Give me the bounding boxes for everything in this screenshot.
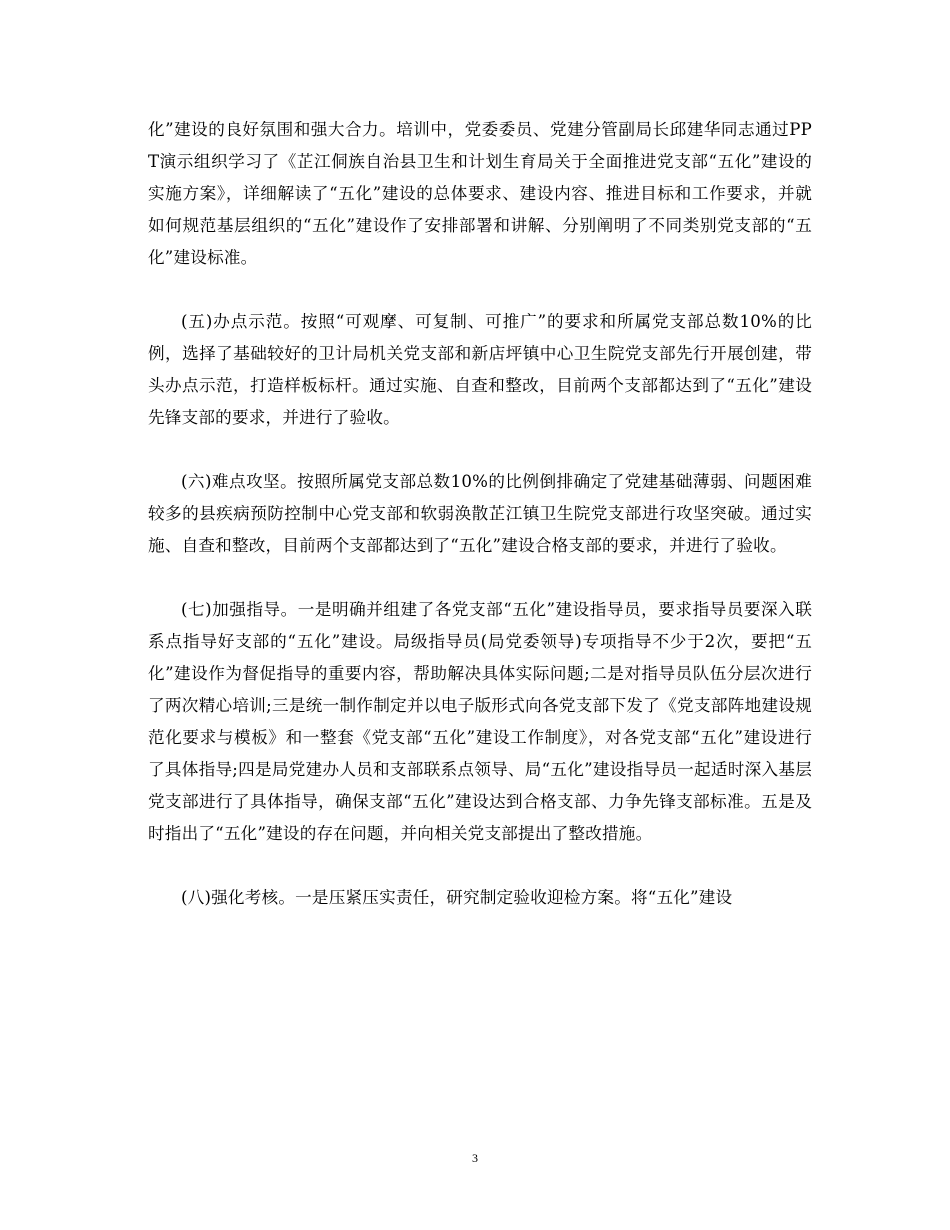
paragraph-section-5: (五)办点示范。按照“可观摩、可复制、可推广”的要求和所属党支部总数10%的比例，选择了基础较好的卫计局机关党支部和新店坪镇中心卫生院党支部先行开展创建，带头办点示范，打造样板标杆。通过实施、自查和整改，目前两个支部都达到了“五化”建设先锋支部的要求，并进行了验收。 [148, 312, 812, 427]
paragraph-spacer [148, 274, 812, 306]
page-number: 3 [472, 1151, 478, 1165]
document-body [148, 114, 812, 914]
paragraph-continuation: 化”建设的良好氛围和强大合力。培训中，党委委员、党建分管副局长邱建华同志通过PPT演示组织学习了《芷江侗族自治县卫生和计划生育局关于全面推进党支部“五化”建设的实施方案》，详细解读了“五化”建设的总体要求、建设内容、推进目标和工作要求，并就如何规范基层组织的“五化”建设作了安排部署和讲解、分别阐明了不同类别党支部的“五化”建设标准。 [148, 120, 812, 267]
paragraph-spacer [148, 850, 812, 882]
paragraph-spacer [148, 434, 812, 466]
paragraph-spacer [148, 562, 812, 594]
paragraph-section-8: (八)强化考核。一是压紧压实责任，研究制定验收迎检方案。将“五化”建设 [181, 888, 733, 907]
paragraph-section-7: (七)加强指导。一是明确并组建了各党支部“五化”建设指导员，要求指导员要深入联系点指导好支部的“五化”建设。局级指导员(局党委领导)专项指导不少于2次，要把“五化”建设作为督促指导的重要内容，帮助解决具体实际问题;二是对指导员队伍分层次进行了两次精心培训;三是统一制作制定并以电子版形式向各党支部下发了《党支部阵地建设规范化要求与模板》和一整套《党支部“五化”建设工作制度》，对各党支部“五化”建设进行了具体指导;四是局党建办人员和支部联系点领导、局“五化”建设指导员一起适时深入基层党支部进行了具体指导，确保支部“五化”建设达到合格支部、力争先锋支部标准。五是及时指出了“五化”建设的存在问题，并向相关党支部提出了整改措施。 [148, 600, 812, 843]
paragraph-section-6: (六)难点攻坚。按照所属党支部总数10%的比例倒排确定了党建基础薄弱、问题困难较多的县疾病预防控制中心党支部和软弱涣散芷江镇卫生院党支部进行攻坚突破。通过实施、自查和整改，目前两个支部都达到了“五化”建设合格支部的要求，并进行了验收。 [148, 472, 812, 555]
